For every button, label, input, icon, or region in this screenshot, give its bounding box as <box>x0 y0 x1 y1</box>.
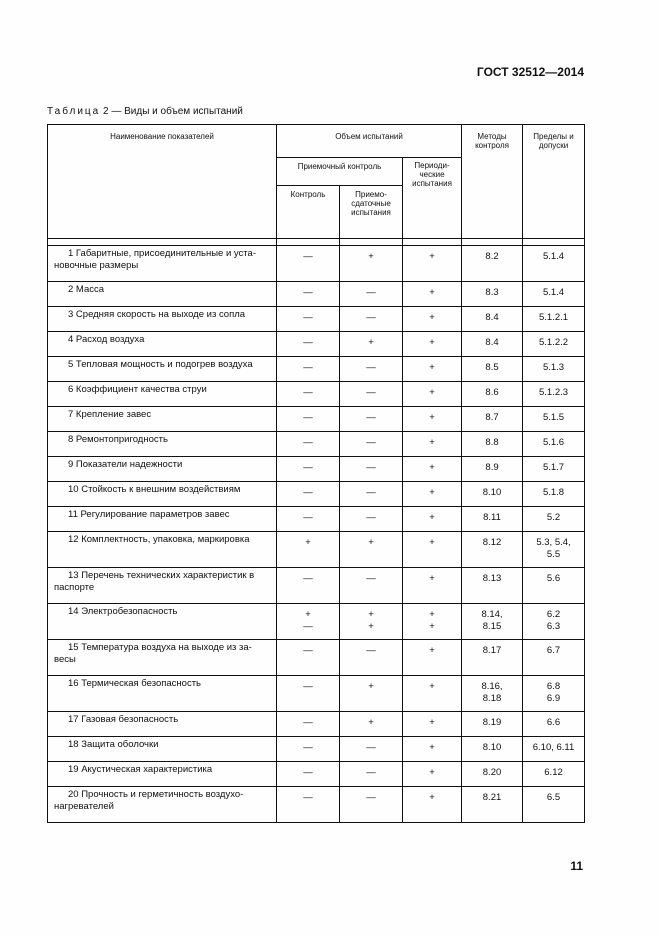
cell-handover <box>340 640 403 676</box>
cell-limits <box>523 712 585 737</box>
cell-periodic-value: + <box>429 537 435 548</box>
row-name-text: 18 Защита оболочки <box>68 739 159 750</box>
row-name <box>48 604 277 640</box>
cell-periodic <box>403 507 462 532</box>
cell-limits-value: 6.8 <box>546 681 561 692</box>
row-name-text: 12 Комплектность, упаковка, маркировка <box>68 534 250 545</box>
cell-handover-value: + <box>368 337 374 348</box>
cell-control <box>277 407 340 432</box>
table-row <box>48 357 585 382</box>
cell-methods-value: 8.4 <box>485 312 499 323</box>
cell-limits-value: 5.1.8 <box>542 487 565 498</box>
cell-control-value: — <box>303 681 313 692</box>
table-row <box>48 382 585 407</box>
row-name <box>48 432 277 457</box>
cell-periodic-value: + <box>429 251 435 262</box>
cell-methods <box>462 307 523 332</box>
cell-limits-value: 6.7 <box>546 645 561 656</box>
col-header-methods <box>462 125 523 239</box>
cell-methods-value: 8.10 <box>482 487 502 498</box>
cell-periodic-value: + <box>429 337 435 348</box>
cell-control-value: — <box>303 512 313 523</box>
cell-handover <box>340 407 403 432</box>
cell-control <box>277 676 340 712</box>
row-name <box>48 332 277 357</box>
table-row <box>48 737 585 762</box>
cell-periodic <box>403 282 462 307</box>
row-name <box>48 532 277 568</box>
row-name-text: 8 Ремонтопригодность <box>68 434 168 445</box>
cell-handover <box>340 787 403 823</box>
row-name-text: 14 Электробезопасность <box>68 606 178 617</box>
cell-control <box>277 762 340 787</box>
table-row <box>48 676 585 712</box>
cell-handover-value: — <box>366 387 376 398</box>
col-header-handover <box>340 186 403 239</box>
col-header-control <box>277 186 340 239</box>
cell-control-value: — <box>303 437 313 448</box>
cell-handover-value: — <box>366 462 376 473</box>
table-row <box>48 307 585 332</box>
cell-limits <box>523 307 585 332</box>
cell-handover <box>340 246 403 282</box>
cell-periodic-value: + <box>429 717 435 728</box>
cell-control <box>277 787 340 823</box>
page-number: 11 <box>570 859 583 873</box>
table-caption <box>47 106 243 117</box>
cell-methods <box>462 676 523 712</box>
cell-limits-value: 5.1.2.1 <box>538 312 569 323</box>
cell-control <box>277 332 340 357</box>
cell-methods-value: 8.15 <box>482 621 502 632</box>
cell-methods <box>462 357 523 382</box>
cell-control-value: — <box>303 767 313 778</box>
cell-limits <box>523 282 585 307</box>
cell-handover <box>340 507 403 532</box>
col-header-control-text: Контроль <box>290 190 326 199</box>
cell-periodic <box>403 382 462 407</box>
cell-periodic-value: + <box>429 645 435 656</box>
col-header-periodic-text: Периоди-ческие испытания <box>412 161 452 188</box>
table-row <box>48 712 585 737</box>
cell-methods <box>462 457 523 482</box>
cell-control <box>277 640 340 676</box>
cell-handover-value: — <box>366 362 376 373</box>
cell-periodic <box>403 457 462 482</box>
col-header-scope: Объем испытаний <box>277 125 462 158</box>
cell-methods-value: 8.16, <box>481 681 503 692</box>
cell-control-value: — <box>303 287 313 298</box>
cell-methods <box>462 787 523 823</box>
col-header-limits-text: Пределы и допуски <box>533 132 574 150</box>
cell-methods-value: 8.3 <box>485 287 499 298</box>
table-row <box>48 432 585 457</box>
cell-control-value: — <box>303 621 313 632</box>
cell-periodic-value: + <box>429 512 435 523</box>
row-name-text: 3 Средняя скорость на выходе из сопла <box>68 309 246 320</box>
cell-periodic-value: + <box>429 412 435 423</box>
cell-methods-value: 8.19 <box>482 717 502 728</box>
cell-handover-value: + <box>368 717 374 728</box>
cell-methods-value: 8.20 <box>482 767 502 778</box>
cell-methods <box>462 762 523 787</box>
col-header-handover-text: Приемо-сдаточные испытания <box>351 190 391 217</box>
cell-methods <box>462 640 523 676</box>
cell-control <box>277 282 340 307</box>
cell-control <box>277 482 340 507</box>
cell-methods-value: 8.10 <box>482 742 502 753</box>
cell-methods-value: 8.9 <box>485 462 499 473</box>
cell-limits <box>523 332 585 357</box>
table-row <box>48 246 585 282</box>
cell-periodic-value: + <box>429 621 435 632</box>
cell-handover <box>340 382 403 407</box>
cell-periodic <box>403 787 462 823</box>
cell-methods-value: 8.5 <box>485 362 499 373</box>
cell-limits-value: 6.6 <box>546 717 561 728</box>
cell-methods-value: 8.21 <box>482 792 502 803</box>
cell-handover-value: — <box>366 312 376 323</box>
cell-periodic <box>403 532 462 568</box>
cell-methods-value: 8.18 <box>482 693 502 704</box>
cell-limits-value: 6.5 <box>546 792 561 803</box>
table-row <box>48 787 585 823</box>
cell-periodic <box>403 737 462 762</box>
cell-methods-value: 8.2 <box>485 251 499 262</box>
cell-control-value: — <box>303 742 313 753</box>
document-code: ГОСТ 32512—2014 <box>476 65 584 79</box>
cell-limits <box>523 640 585 676</box>
row-name <box>48 307 277 332</box>
row-name-text: 7 Крепление завес <box>68 409 152 420</box>
cell-control-value: + <box>305 609 311 620</box>
cell-methods <box>462 332 523 357</box>
cell-handover-value: — <box>366 767 376 778</box>
cell-methods <box>462 407 523 432</box>
cell-control <box>277 568 340 604</box>
cell-methods <box>462 507 523 532</box>
cell-methods <box>462 712 523 737</box>
cell-periodic-value: + <box>429 487 435 498</box>
cell-methods <box>462 432 523 457</box>
row-name-text: 9 Показатели надежности <box>68 459 183 470</box>
cell-control-value: — <box>303 792 313 803</box>
cell-limits-value: 6.10, 6.11 <box>532 742 575 753</box>
cell-handover <box>340 604 403 640</box>
cell-handover-value: — <box>366 412 376 423</box>
cell-limits <box>523 407 585 432</box>
cell-handover <box>340 332 403 357</box>
row-name <box>48 676 277 712</box>
row-name-text: 17 Газовая безопасность <box>68 714 179 725</box>
cell-limits <box>523 457 585 482</box>
cell-periodic-value: + <box>429 681 435 692</box>
cell-control <box>277 604 340 640</box>
cell-handover-value: — <box>366 645 376 656</box>
cell-periodic-value: + <box>429 387 435 398</box>
cell-handover-value: — <box>366 287 376 298</box>
col-header-name: Наименование показателей <box>48 125 277 239</box>
cell-periodic-value: + <box>429 573 435 584</box>
row-name <box>48 407 277 432</box>
cell-handover-value: — <box>366 573 376 584</box>
cell-handover <box>340 432 403 457</box>
cell-limits <box>523 507 585 532</box>
cell-periodic <box>403 307 462 332</box>
cell-periodic <box>403 332 462 357</box>
caption-label: Таблица <box>47 106 101 117</box>
cell-handover-value: + <box>368 251 374 262</box>
row-name-text: 11 Регулирование параметров завес <box>68 509 230 520</box>
cell-handover <box>340 676 403 712</box>
cell-control-value: — <box>303 337 313 348</box>
cell-limits-value: 6.9 <box>546 693 561 704</box>
table-row <box>48 282 585 307</box>
cell-methods-value: 8.4 <box>485 337 499 348</box>
cell-control-value: — <box>303 645 313 656</box>
row-name <box>48 382 277 407</box>
cell-periodic-value: + <box>429 462 435 473</box>
row-name <box>48 640 277 676</box>
cell-methods <box>462 246 523 282</box>
cell-handover <box>340 482 403 507</box>
cell-control-value: + <box>305 537 311 548</box>
table-header <box>48 125 585 239</box>
cell-periodic <box>403 676 462 712</box>
cell-methods-value: 8.7 <box>485 412 499 423</box>
row-name-text: 19 Акустическая характеристика <box>68 764 213 775</box>
table-row <box>48 640 585 676</box>
cell-limits-value: 5.1.3 <box>542 362 565 373</box>
cell-handover <box>340 568 403 604</box>
cell-periodic <box>403 432 462 457</box>
cell-limits-value: 5.1.4 <box>542 287 565 298</box>
col-header-acceptance <box>277 158 403 186</box>
cell-limits <box>523 432 585 457</box>
table-row <box>48 568 585 604</box>
cell-control <box>277 532 340 568</box>
row-name <box>48 282 277 307</box>
cell-limits <box>523 568 585 604</box>
cell-control-value: — <box>303 412 313 423</box>
row-name-text: 2 Масса <box>68 284 105 295</box>
cell-limits-value: 6.2 <box>546 609 561 620</box>
cell-methods <box>462 382 523 407</box>
cell-limits-value: 5.3, 5.4, <box>536 537 571 548</box>
cell-methods <box>462 482 523 507</box>
cell-control-value: — <box>303 573 313 584</box>
cell-handover-value: + <box>368 609 374 620</box>
cell-limits <box>523 762 585 787</box>
cell-methods <box>462 737 523 762</box>
cell-periodic <box>403 246 462 282</box>
cell-limits <box>523 532 585 568</box>
cell-control <box>277 357 340 382</box>
cell-periodic-value: + <box>429 287 435 298</box>
cell-handover <box>340 282 403 307</box>
row-name-text: 1 Габаритные, присоединительные и уста-новочные размеры <box>54 248 256 271</box>
cell-control <box>277 712 340 737</box>
cell-limits-value: 5.1.4 <box>542 251 565 262</box>
cell-handover <box>340 307 403 332</box>
cell-periodic-value: + <box>429 767 435 778</box>
cell-limits <box>523 246 585 282</box>
cell-methods-value: 8.6 <box>485 387 499 398</box>
cell-periodic <box>403 482 462 507</box>
table-row <box>48 604 585 640</box>
row-name <box>48 457 277 482</box>
row-name-text: 4 Расход воздуха <box>68 334 145 345</box>
row-name-text: 6 Коэффициент качества струи <box>68 384 207 395</box>
cell-methods <box>462 532 523 568</box>
cell-limits-value: 5.1.2.2 <box>538 337 569 348</box>
cell-handover-value: — <box>366 742 376 753</box>
table-body <box>48 239 585 823</box>
caption-number: 2 <box>103 106 109 117</box>
cell-periodic <box>403 712 462 737</box>
table-row <box>48 482 585 507</box>
row-name-text: 5 Тепловая мощность и подогрев воздуха <box>68 359 253 370</box>
cell-limits <box>523 357 585 382</box>
cell-limits-value: 5.1.2.3 <box>538 387 569 398</box>
cell-limits-value: 5.1.5 <box>542 412 565 423</box>
cell-control-value: — <box>303 312 313 323</box>
cell-handover-value: — <box>366 437 376 448</box>
cell-periodic <box>403 357 462 382</box>
cell-methods-value: 8.14, <box>481 609 503 620</box>
cell-limits <box>523 382 585 407</box>
row-name <box>48 568 277 604</box>
cell-methods-value: 8.8 <box>485 437 499 448</box>
cell-periodic <box>403 407 462 432</box>
cell-periodic-value: + <box>429 792 435 803</box>
row-name <box>48 712 277 737</box>
cell-handover-value: + <box>368 621 374 632</box>
cell-limits <box>523 737 585 762</box>
cell-control <box>277 307 340 332</box>
cell-control-value: — <box>303 387 313 398</box>
cell-handover <box>340 357 403 382</box>
table-row <box>48 532 585 568</box>
header-spacer-row <box>48 239 585 246</box>
cell-methods-value: 8.13 <box>482 573 502 584</box>
cell-periodic-value: + <box>429 362 435 373</box>
cell-limits <box>523 604 585 640</box>
table-row <box>48 457 585 482</box>
caption-title: — Виды и объем испытаний <box>111 106 243 117</box>
cell-methods-value: 8.12 <box>482 537 502 548</box>
col-header-periodic <box>403 158 462 239</box>
cell-handover <box>340 712 403 737</box>
cell-periodic <box>403 568 462 604</box>
cell-control <box>277 382 340 407</box>
cell-periodic-value: + <box>429 312 435 323</box>
cell-control-value: — <box>303 487 313 498</box>
cell-control-value: — <box>303 251 313 262</box>
cell-control-value: — <box>303 362 313 373</box>
cell-handover-value: — <box>366 512 376 523</box>
cell-methods <box>462 282 523 307</box>
row-name-text: 16 Термическая безопасность <box>68 678 201 689</box>
cell-periodic <box>403 640 462 676</box>
cell-handover-value: — <box>366 792 376 803</box>
row-name-text: 20 Прочность и герметичность воздухо-нагревателей <box>54 789 244 812</box>
row-name-text: 15 Температура воздуха на выходе из за-весы <box>54 642 252 665</box>
cell-periodic-value: + <box>429 742 435 753</box>
cell-methods-value: 8.11 <box>483 512 501 523</box>
cell-handover-value: — <box>366 487 376 498</box>
cell-control-value: — <box>303 462 313 473</box>
row-name-text: 10 Стойкость к внешним воздействиям <box>68 484 241 495</box>
cell-limits-value: 5.1.7 <box>542 462 565 473</box>
cell-handover <box>340 532 403 568</box>
row-name <box>48 246 277 282</box>
cell-limits-value: 5.1.6 <box>542 437 565 448</box>
cell-control-value: — <box>303 717 313 728</box>
cell-handover <box>340 762 403 787</box>
cell-methods-value: 8.17 <box>482 645 502 656</box>
cell-limits-value: 5.6 <box>546 573 561 584</box>
cell-control <box>277 457 340 482</box>
cell-limits <box>523 676 585 712</box>
cell-methods <box>462 604 523 640</box>
cell-control <box>277 246 340 282</box>
cell-limits-value: 5.5 <box>546 549 561 560</box>
col-header-methods-text: Методы контроля <box>475 132 509 150</box>
table-row <box>48 507 585 532</box>
row-name <box>48 787 277 823</box>
row-name <box>48 762 277 787</box>
table-row <box>48 407 585 432</box>
cell-periodic <box>403 604 462 640</box>
cell-limits-value: 6.12 <box>544 767 563 778</box>
cell-control <box>277 737 340 762</box>
row-name <box>48 507 277 532</box>
cell-periodic-value: + <box>429 609 435 620</box>
row-name-text: 13 Перечень технических характеристик в паспорте <box>54 570 255 593</box>
row-name <box>48 737 277 762</box>
table-row <box>48 332 585 357</box>
col-header-limits <box>523 125 585 239</box>
cell-control <box>277 432 340 457</box>
cell-limits <box>523 482 585 507</box>
cell-limits-value: 5.2 <box>546 512 561 523</box>
row-name <box>48 357 277 382</box>
col-header-acceptance-text: Приемочный контроль <box>297 162 382 171</box>
table-row <box>48 762 585 787</box>
cell-methods <box>462 568 523 604</box>
cell-control <box>277 507 340 532</box>
cell-handover <box>340 737 403 762</box>
tests-table <box>47 124 585 823</box>
row-name <box>48 482 277 507</box>
cell-handover <box>340 457 403 482</box>
cell-limits-value: 6.3 <box>546 621 561 632</box>
cell-handover-value: + <box>368 681 374 692</box>
cell-periodic-value: + <box>429 437 435 448</box>
cell-handover-value: + <box>368 537 374 548</box>
cell-limits <box>523 787 585 823</box>
cell-periodic <box>403 762 462 787</box>
